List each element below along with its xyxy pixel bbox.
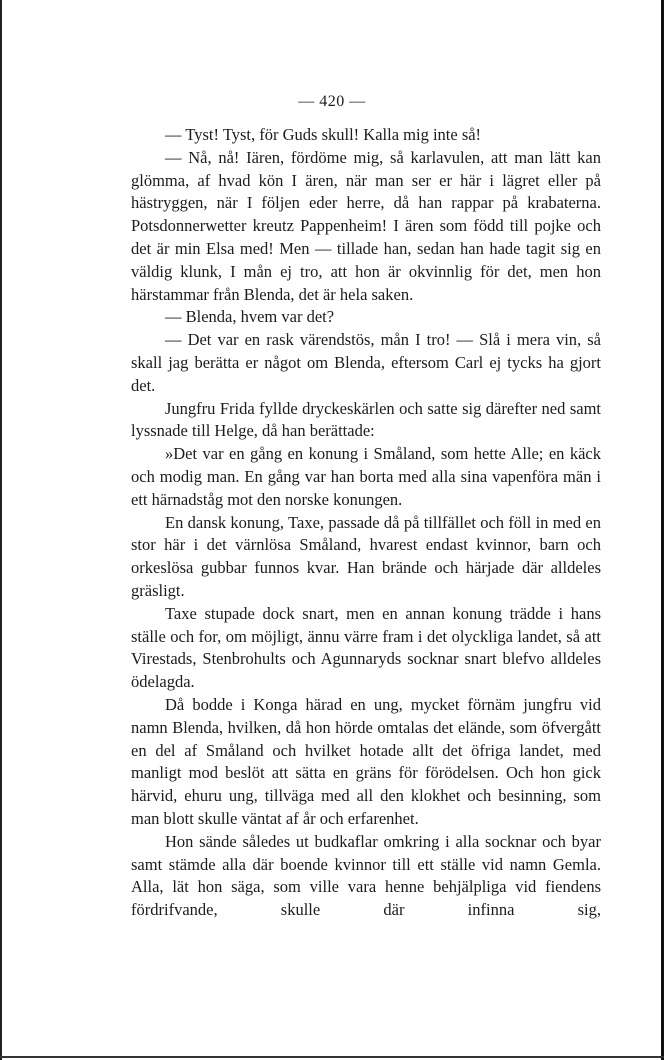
paragraph: »Det var en gång en konung i Småland, som hette Alle; en käck och modig man. En gång var han borta med alla sina vapenföra män i ett härnadståg mot den norske konungen. xyxy=(131,444,601,509)
paragraph: — Blenda, hvem var det? xyxy=(165,307,335,327)
bottom-rule xyxy=(0,1056,664,1058)
page-number: — 420 — xyxy=(298,93,366,110)
paragraph: En dansk konung, Taxe, passade då på tillfället och föll in med en stor här i det värnlösa Småland, hvarest endast kvinnor, barn och orkeslösa gubbar funnos kvar. Han brände och härjade där alldeles gräsligt. xyxy=(131,512,601,600)
paragraph: — Tyst! Tyst, för Guds skull! Kalla mig inte så! xyxy=(165,125,482,144)
paragraph: Taxe stupade dock snart, men en annan konung trädde i hans ställe och for, om möjligt, ännu värre fram i det olyckliga landet, så att Virestads, Stenbrohults och Agunnaryds socknar snart blefvo alldeles ödelagda. xyxy=(131,603,601,692)
body-text xyxy=(131,124,601,922)
page-left-edge xyxy=(0,0,2,1060)
paragraph: Då bodde i Konga härad en ung, mycket förnäm jungfru vid namn Blenda, hvilken, då hon hörde omtalas det elände, som öfvergått en del af Småland och hvilket hotade allt det öfriga landet, med manligt mod beslöt att sätta en gräns för förödelsen. Och hon gick härvid, ehuru ung, tillväga med all den klokhet och besinning, som man blott skulle väntat af år och erfarenhet. xyxy=(131,694,601,828)
paragraph: Hon sände således ut budkaflar omkring i alla socknar och byar samt stämde alla där boende kvinnor till ett ställe vid namn Gemla. Alla, lät hon säga, som ville vara henne behjälpliga vid fiendens fördrifvande, skulle där infinna sig, xyxy=(131,831,601,920)
paragraph: — Det var en rask värendstös, mån I tro! — Slå i mera vin, så skall jag berätta er något om Blenda, eftersom Carl ej tycks ha gjort det. xyxy=(131,330,601,395)
paragraph: Jungfru Frida fyllde dryckeskärlen och satte sig därefter ned samt lyssnade till Helge, då han berättade: xyxy=(131,398,601,441)
paragraph: — Nå, nå! Iären, fördöme mig, så karlavulen, att man lätt kan glömma, af hvad kön I ären, när man ser er här i lägret eller på hästryggen, när I följen eder herre, då han rappar på krabaterna. Potsdonnerwetter kreutz Pappenheim! I ären som född till pojke och det är min Elsa med! Men — tillade han, sedan han hade tagit sig en väldig klunk, I mån ej tro, att hon är okvinnlig för det, men hon härstammar från Blenda, det är hela saken. xyxy=(131,147,601,304)
